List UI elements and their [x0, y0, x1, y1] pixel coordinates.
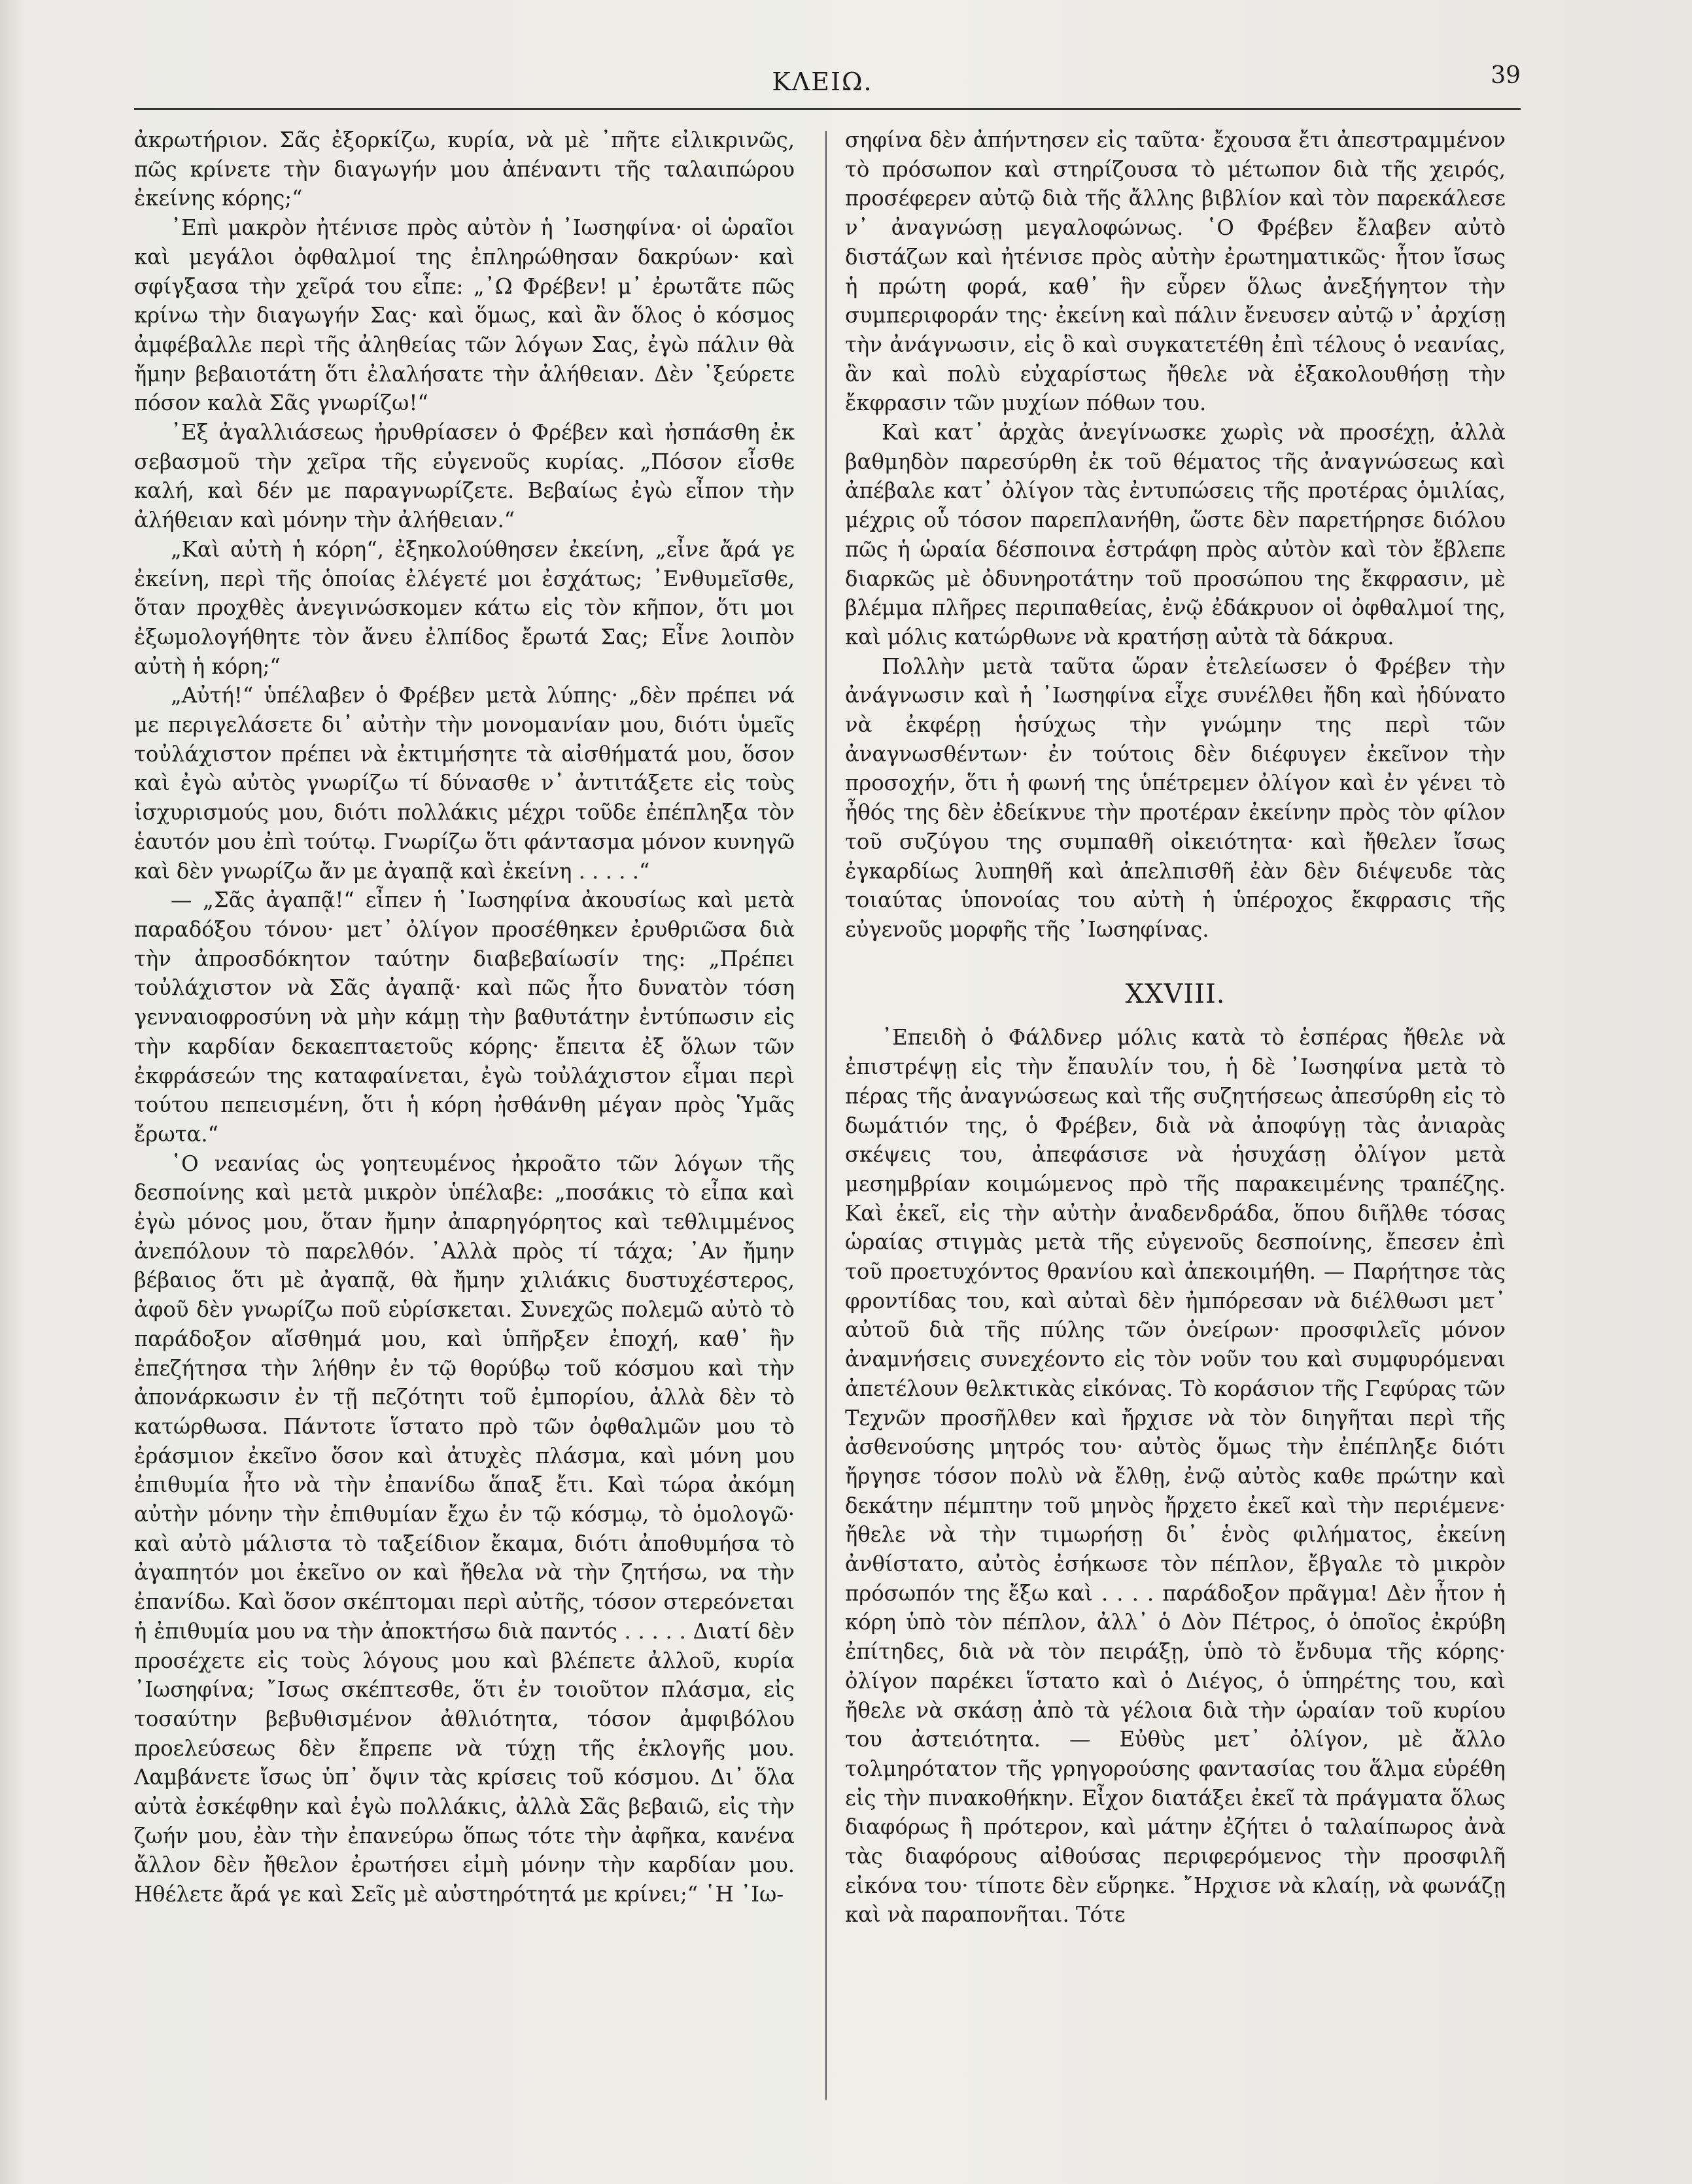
running-title: ΚΛΕΙΩ.	[772, 67, 873, 96]
paragraph: „Καὶ αὐτὴ ἡ κόρη“, ἐξηκολούθησεν ἐκείνη, „εἶνε ἄρά γε ἐκείνη, περὶ τῆς ὁποίας ἐλέγετέ μοι ἐσχάτως; ᾽Ενθυμεῖσθε, ὅταν προχθὲς ἀνεγινώσκομεν κάτω εἰς τὸν κῆπον, ὅτι μοι ἐξωμολογήθητε τὸν ἄνευ ἐλπίδος ἔρωτά Σας; Εἶνε λοιπὸν αὐτὴ ἡ κόρη;“	[134, 536, 795, 679]
header-rule	[134, 108, 1521, 110]
paragraph: Καὶ κατ᾽ ἀρχὰς ἀνεγίνωσκε χωρὶς νὰ προσέχῃ, ἀλλὰ βαθμηδὸν παρεσύρθη ἐκ τοῦ θέματος τῆς ἀναγνώσεως καὶ ἀπέβαλε κατ᾽ ὀλίγον τὰς ἐντυπώσεις τῆς προτέρας ὁμιλίας, μέχρις οὗ τόσον παρεπλανήθη, ὥστε δὲν παρετήρησε διόλου πῶς ἡ ὡραία δέσποινα ἐστράφη πρὸς αὐτὸν καὶ τὸν ἔβλεπε διαρκῶς μὲ ὀδυνηροτάτην τοῦ προσώπου της ἔκφρασιν, μὲ βλέμμα πλῆρες περιπαθείας, ἐνῷ ἐδάκρυον οἱ ὀφθαλμοί της, καὶ μόλις κατώρθωνε νὰ κρατήσῃ αὐτὰ τὰ δάκρυα.	[845, 420, 1506, 650]
chapter-heading: XXVIII.	[1125, 979, 1226, 1009]
right-column	[845, 126, 1506, 1930]
paragraph: Πολλὴν μετὰ ταῦτα ὥραν ἐτελείωσεν ὁ Φρέβεν τὴν ἀνάγνωσιν καὶ ἡ ᾽Ιωσηφίνα εἶχε συνέλθει ἤδη καὶ ἠδύνατο νὰ ἐκφέρῃ ἡσύχως τὴν γνώμην της περὶ τῶν ἀναγνωσθέντων· ἐν τούτοις δὲν διέφυγεν ἐκεῖνον τὴν προσοχήν, ὅτι ἡ φωνή της ὑπέτρεμεν ὀλίγον καὶ ἐν γένει τὸ ἦθός της δὲν ἐδείκνυε τὴν προτέραν ἐκείνην πρὸς τὸν φίλον τοῦ συζύγου της συμπαθῆ οἰκειότητα· καὶ ἤθελεν ἴσως ἐγκαρδίως λυπηθῆ καὶ ἀπελπισθῆ ἐὰν δὲν διέψευδε τὰς τοιαύτας ὑπονοίας του αὐτὴ ἡ ὑπέροχος ἔκφρασις τῆς εὐγενοῦς μορφῆς τῆς ᾽Ιωσηφίνας.	[845, 653, 1506, 942]
paragraph: σηφίνα δὲν ἀπήντησεν εἰς ταῦτα· ἔχουσα ἔτι ἀπεστραμμένον τὸ πρόσωπον καὶ στηρίζουσα τὸ μέτωπον διὰ τῆς χειρός, προσέφερεν αὐτῷ διὰ τῆς ἄλλης βιβλίον καὶ τὸν παρεκάλεσε ν᾽ ἀναγνώσῃ μεγαλοφώνως. ῾Ο Φρέβεν ἔλαβεν αὐτὸ διστάζων καὶ ἠτένισε πρὸς αὐτὴν ἐρωτηματικῶς· ἦτον ἴσως ἡ πρώτη φορά, καθ᾽ ἣν εὗρεν ὅλως ἀνεξήγητον τὴν συμπεριφοράν της· ἐκείνη καὶ πάλιν ἔνευσεν αὐτῷ ν᾽ ἀρχίσῃ τὴν ἀνάγνωσιν, εἰς ὃ καὶ συγκατετέθη ἐπὶ τέλους ὁ νεανίας, ἂν καὶ πολὺ εὐχαρίστως ἤθελε νὰ ἐξακολουθήσῃ τὴν ἔκφρασιν τῶν μυχίων πόθων του.	[845, 128, 1506, 416]
page-number: 39	[1491, 62, 1521, 89]
paragraph: ἀκρωτήριον. Σᾶς ἐξορκίζω, κυρία, νὰ μὲ ᾽πῆτε εἰλικρινῶς, πῶς κρίνετε τὴν διαγωγήν μου ἀπέναντι τῆς ταλαιπώρου ἐκείνης κόρης;“	[134, 128, 795, 211]
paragraph: ᾽Επὶ μακρὸν ἠτένισε πρὸς αὐτὸν ἡ ᾽Ιωσηφίνα· οἱ ὡραῖοι καὶ μεγάλοι ὀφθαλμοί της ἐπληρώθησαν δακρύων· καὶ σφίγξασα τὴν χεῖρά του εἶπε: „᾽Ω Φρέβεν! μ᾽ ἐρωτᾶτε πῶς κρίνω τὴν διαγωγήν Σας· καὶ ὅμως, καὶ ἂν ὅλος ὁ κόσμος ἀμφέβαλλε περὶ τῆς ἀληθείας τῶν λόγων Σας, ἐγὼ πάλιν θὰ ἤμην βεβαιοτάτη ὅτι ἐλαλήσατε τὴν ἀλήθειαν. Δὲν ᾽ξεύρετε πόσον καλὰ Σᾶς γνωρίζω!“	[134, 215, 795, 416]
paragraph: ᾽Εξ ἀγαλλιάσεως ἠρυθρίασεν ὁ Φρέβεν καὶ ἠσπάσθη ἐκ σεβασμοῦ τὴν χεῖρα τῆς εὐγενοῦς κυρίας. „Πόσον εἶσθε καλή, καὶ δέν με παραγνωρίζετε. Βεβαίως ἐγὼ εἶπον τὴν ἀλήθειαν καὶ μόνην τὴν ἀλήθειαν.“	[134, 420, 795, 533]
left-column	[134, 126, 795, 1909]
paragraph: — „Σᾶς ἀγαπᾷ!“ εἶπεν ἡ ᾽Ιωσηφίνα ἀκουσίως καὶ μετὰ παραδόξου τόνου· μετ᾽ ὀλίγον προσέθηκεν ἐρυθριῶσα διὰ τὴν ἀπροσδόκητον ταύτην διαβεβαίωσίν της: „Πρέπει τοὐλάχιστον νὰ Σᾶς ἀγαπᾷ· καὶ πῶς ἦτο δυνατὸν τόση γενναιοφροσύνη νὰ μὴν κάμῃ τὴν βαθυτάτην ἐντύπωσιν εἰς τὴν καρδίαν δεκαεπταετοῦς κόρης· ἔπειτα ἐξ ὅλων τῶν ἐκφράσεών της καταφαίνεται, ἐγὼ τοὐλάχιστον εἶμαι περὶ τούτου πεπεισμένη, ὅτι ἡ κόρη ἠσθάνθη μέγαν πρὸς Ὑμᾶς ἔρωτα.“	[134, 888, 795, 1147]
paragraph: „Αὐτή!“ ὑπέλαβεν ὁ Φρέβεν μετὰ λύπης· „δὲν πρέπει νά με περιγελάσετε δι᾽ αὐτὴν τὴν μονομανίαν μου, διότι ὑμεῖς τοὐλάχιστον πρέπει νὰ ἐκτιμήσητε τὰ αἰσθήματά μου, ὅσον καὶ ἐγὼ αὐτὸς γνωρίζω τί δύνασθε ν᾽ ἀντιτάξετε εἰς τοὺς ἰσχυρισμούς μου, διότι πολλάκις μέχρι τοῦδε ἐπέπληξα τὸν ἑαυτόν μου ἐπὶ τούτῳ. Γνωρίζω ὅτι φάντασμα μόνον κυνηγῶ καὶ δὲν γνωρίζω ἄν με ἀγαπᾷ καὶ ἐκείνη . . . . .“	[134, 683, 795, 884]
paragraph: ῾Ο νεανίας ὡς γοητευμένος ἠκροᾶτο τῶν λόγων τῆς δεσποίνης καὶ μετὰ μικρὸν ὑπέλαβε: „ποσάκις τὸ εἶπα καὶ ἐγὼ μόνος μου, ὅταν ἤμην ἀπαρηγόρητος καὶ τεθλιμμένος ἀνεπόλουν τὸ παρελθόν. ᾽Αλλὰ πρὸς τί τάχα; ᾽Αν ἤμην βέβαιος ὅτι μὲ ἀγαπᾷ, θὰ ἤμην χιλιάκις δυστυχέστερος, ἀφοῦ δὲν γνωρίζω ποῦ εὑρίσκεται. Συνεχῶς πολεμῶ αὐτὸ τὸ παράδοξον αἴσθημά μου, καὶ ὑπῆρξεν ἐποχή, καθ᾽ ἣν ἐπεζήτησα τὴν λήθην ἐν τῷ θορύβῳ τοῦ κόσμου καὶ τὴν ἀπονάρκωσιν ἐν τῇ πεζότητι τοῦ ἐμπορίου, ἀλλὰ δὲν τὸ κατώρθωσα. Πάντοτε ἵστατο πρὸ τῶν ὀφθαλμῶν μου τὸ ἐράσμιον ἐκεῖνο ὅσον καὶ ἀτυχὲς πλάσμα, καὶ μόνη μου ἐπιθυμία ἦτο νὰ τὴν ἐπανίδω ἅπαξ ἔτι. Καὶ τώρα ἀκόμη αὐτὴν μόνην τὴν ἐπιθυμίαν ἔχω ἐν τῷ κόσμῳ, τὸ ὁμολογῶ· καὶ αὐτὸ μάλιστα τὸ ταξείδιον ἔκαμα, διότι ἀποθυμήσα τὸ ἀγαπητόν μοι ἐκεῖνο ον καὶ ἤθελα νὰ τὴν ζητήσω, να τὴν ἐπανίδω. Καὶ ὅσον σκέπτομαι περὶ αὐτῆς, τόσον στερεόνεται ἡ ἐπιθυμία μου να τὴν ἀποκτήσω διὰ παντός . . . . . Διατί δὲν προσέχετε εἰς τοὺς λόγους μου καὶ βλέπετε ἀλλοῦ, κυρία ᾽Ιωσηφίνα; ῎Ισως σκέπτεσθε, ὅτι ἐν τοιοῦτον πλάσμα, εἰς τοσαύτην βεβυθισμένον ἀθλιότητα, τόσον ἀμφιβόλου προελεύσεως δὲν ἔπρεπε νὰ τύχῃ τῆς ἐκλογῆς μου. Λαμβάνετε ἴσως ὑπ᾽ ὄψιν τὰς κρίσεις τοῦ κόσμου. Δι᾽ ὅλα αὐτὰ ἐσκέφθην καὶ ἐγὼ πολλάκις, ἀλλὰ Σᾶς βεβαιῶ, εἰς τὴν ζωήν μου, ἐὰν τὴν ἐπανεύρω ὅπως τότε τὴν ἀφῆκα, κανένα ἄλλον δὲν ἤθελον ἐρωτήσει εἰμὴ μόνην τὴν καρδίαν μου. Ηθέλετε ἄρά γε καὶ Σεῖς μὲ αὐστηρότητά με κρίνει;“ ῾Η ᾽Ιω-	[134, 1151, 795, 1907]
page-header	[124, 62, 1521, 101]
paragraph: ᾽Επειδὴ ὁ Φάλδνερ μόλις κατὰ τὸ ἑσπέρας ἤθελε νὰ ἐπιστρέψῃ εἰς τὴν ἔπαυλίν του, ἡ δὲ ᾽Ιωσηφίνα μετὰ τὸ πέρας τῆς ἀναγνώσεως καὶ τῆς συζητήσεως ἀπεσύρθη εἰς τὸ δωμάτιόν της, ὁ Φρέβεν, διὰ νὰ ἀποφύγῃ τὰς ἀνιαρὰς σκέψεις του, ἀπεφάσισε νὰ ἡσυχάσῃ ὀλίγον μετὰ μεσημβρίαν κοιμώμενος πρὸ τῆς παρακειμένης τραπέζης. Καὶ ἐκεῖ, εἰς τὴν αὐτὴν ἀναδενδράδα, ὅπου διῆλθε τόσας ὡραίας στιγμὰς μετὰ τῆς εὐγενοῦς δεσποίνης, ἔπεσεν ἐπὶ τοῦ προετυχόντος θρανίου καὶ ἀπεκοιμήθη. — Παρήτησε τὰς φροντίδας του, καὶ αὐταὶ δὲν ἠμπόρεσαν νὰ διέλθωσι μετ᾽ αὐτοῦ διὰ τῆς πύλης τῶν ὀνείρων· προσφιλεῖς μόνον ἀναμνήσεις συνεχέοντο εἰς τὸν νοῦν του καὶ συμφυρόμεναι ἀπετέλουν θελκτικὰς εἰκόνας. Τὸ κοράσιον τῆς Γεφύρας τῶν Τεχνῶν προσῆλθεν καὶ ἤρχισε νὰ τὸν διηγῆται περὶ τῆς ἀσθενούσης μητρός του· αὐτὸς ὅμως τὴν ἐπέπληξε διότι ἤργησε τόσον πολὺ νὰ ἔλθῃ, ἐνῷ αὐτὸς καθε πρώτην καὶ δεκάτην πέμπτην τοῦ μηνὸς ἤρχετο ἐκεῖ καὶ τὴν περιέμενε· ἤθελε νὰ τὴν τιμωρήσῃ δι᾽ ἑνὸς φιλήματος, ἐκείνη ἀνθίστατο, αὐτὸς ἐσήκωσε τὸν πέπλον, ἔβγαλε τὸ μικρὸν πρόσωπόν της ἔξω καὶ . . . . παράδοξον πρᾶγμα! Δὲν ἦτον ἡ κόρη ὑπὸ τὸν πέπλον, ἀλλ᾽ ὁ Δὸν Πέτρος, ὁ ὁποῖος ἐκρύβη ἐπίτηδες, διὰ νὰ τὸν πειράξῃ, ὑπὸ τὸ ἔνδυμα τῆς κόρης· ὀλίγον παρέκει ἵστατο καὶ ὁ Διέγος, ὁ ὑπηρέτης του, καὶ ἤθελε νὰ σκάσῃ ἀπὸ τὰ γέλοια διὰ τὴν ὡραίαν τοῦ κυρίου του ἀστειότητα. — Εὐθὺς μετ᾽ ὀλίγον, μὲ ἄλλο τολμηρότατον τῆς γρηγορούσης φαντασίας του ἅλμα εὑρέθη εἰς τὴν πινακοθήκην. Εἶχον διατάξει ἐκεῖ τὰ πράγματα ὅλως διαφόρως ἢ πρότερον, καὶ μάτην ἐζήτει ὁ ταλαίπωρος ἀνὰ τὰς διαφόρους αἰθούσας περιφερόμενος τὴν προσφιλῆ εἰκόνα του· τίποτε δὲν εὕρηκε. ῎Ηρχισε νὰ κλαίῃ, νὰ φωνάζῃ καὶ νὰ παραπονῆται. Τότε	[845, 1025, 1506, 1928]
column-divider	[825, 131, 827, 2100]
